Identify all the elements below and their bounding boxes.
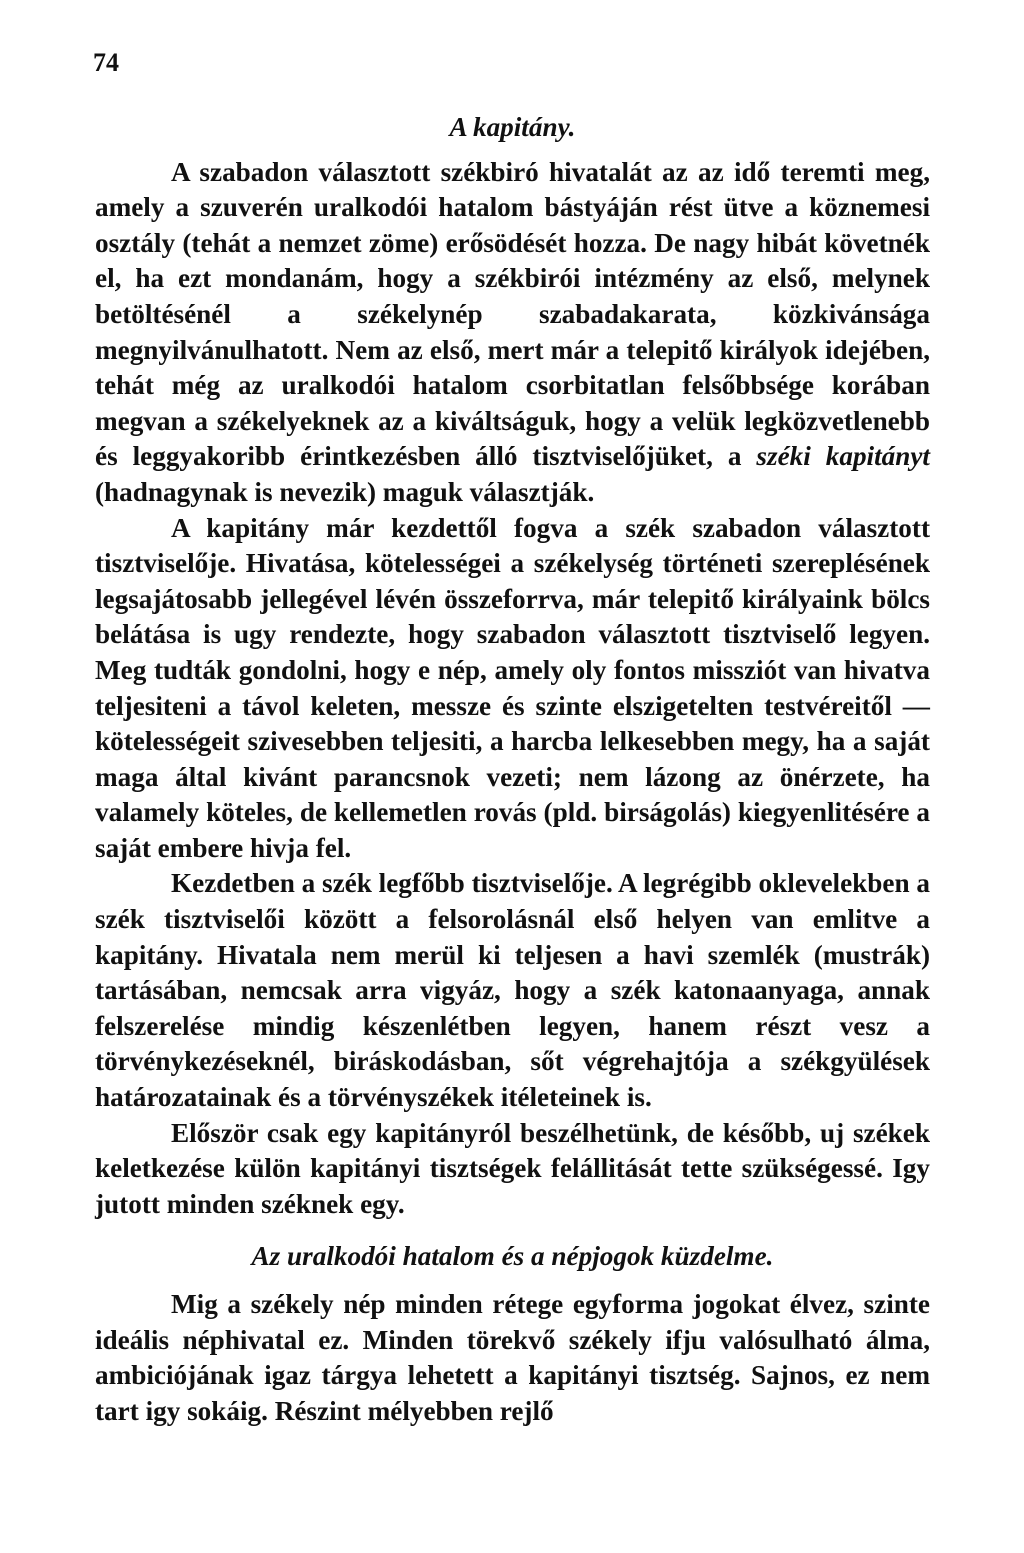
paragraph-2: A kapitány már kezdettől fogva a szék szabadon választott tisztviselője. Hivatása, kötelességei a székelység történeti szereplésének legsajátosabb jellegével lévén összeforrva, már telepitő királyaink bölcs belátása is ugy rendezte, hogy szabadon választott tisztviselő legyen. Meg tudták gondolni, hogy e nép, amely oly fontos missziót van hivatva teljesiteni a távol keleten, messze és szinte elszigetelten testvéreitől — kötelességeit szivesebben teljesiti, a harcba lelkesebben megy, ha a saját maga által kivánt parancsnok vezeti; nem lázong az önérzete, ha valamely köteles, de kellemetlen rovás (pld. birságolás) kiegyenlitésére a saját embere hivja fel. xyxy=(95,512,930,863)
page-number: 74 xyxy=(93,48,119,77)
paragraph-1-emphasis: széki kapitányt xyxy=(756,441,930,472)
chapter-heading: A kapitány. xyxy=(449,112,576,142)
paragraph-3: Kezdetben a szék legfőbb tisztviselője. A legrégibb oklevelekben a szék tisztviselői között a felsorolásnál első helyen van emlitve a kapitány. Hivatala nem merül ki teljesen a havi szemlék (mustrák) tartásában, nemcsak arra vigyáz, hogy a szék katonaanyaga, annak felszerelése mindig készenlétben legyen, hanem részt vesz a törvénykezéseknél, biráskodásban, sőt végrehajtója a székgyülések határozatainak és a törvényszékek itéleteinek is. xyxy=(95,868,930,1113)
paragraph-1-text-b: (hadnagynak is nevezik) maguk választják. xyxy=(95,476,595,507)
section-heading: Az uralkodói hatalom és a népjogok küzdelme. xyxy=(251,1241,774,1272)
paragraph-1-text-a: A szabadon választott székbiró hivatalát az az idő teremti meg, amely a szuverén uralkodói hatalom bástyáján rést ütve a köznemesi osztály (tehát a nemzet zöme) erősödését hozza. De nagy hibát követnék el, ha ezt mondanám, hogy a székbirói intézmény az első, melynek betöltésénél a székelynép szabadakarata, közkivánsága megnyilvánulhatott. Nem az első, mert már a telepitő királyok idejében, tehát még az uralkodói hatalom csorbitatlan felsőbbsége korában megvan a székelyeknek az a kiváltságuk, hogy a velük legközvetlenebb és leggyakoribb érintkezésben álló tisztviselőjüket, a xyxy=(95,156,930,472)
paragraph-1 xyxy=(95,155,930,511)
paragraph-5: Mig a székely nép minden rétege egyforma jogokat élvez, szinte ideális néphivatal ez. Minden törekvő székely ifju valósulható álma, ambiciójának igaz tárgya lehetett a kapitányi tisztség. Sajnos, ez nem tart igy sokáig. Részint mélyebben rejlő xyxy=(95,1289,930,1426)
paragraph-4: Először csak egy kapitányról beszélhetünk, de később, uj székek keletkezése külön kapitányi tisztségek felállitását tette szükségessé. Igy jutott minden széknek egy. xyxy=(95,1117,930,1219)
page-body xyxy=(95,110,930,1429)
